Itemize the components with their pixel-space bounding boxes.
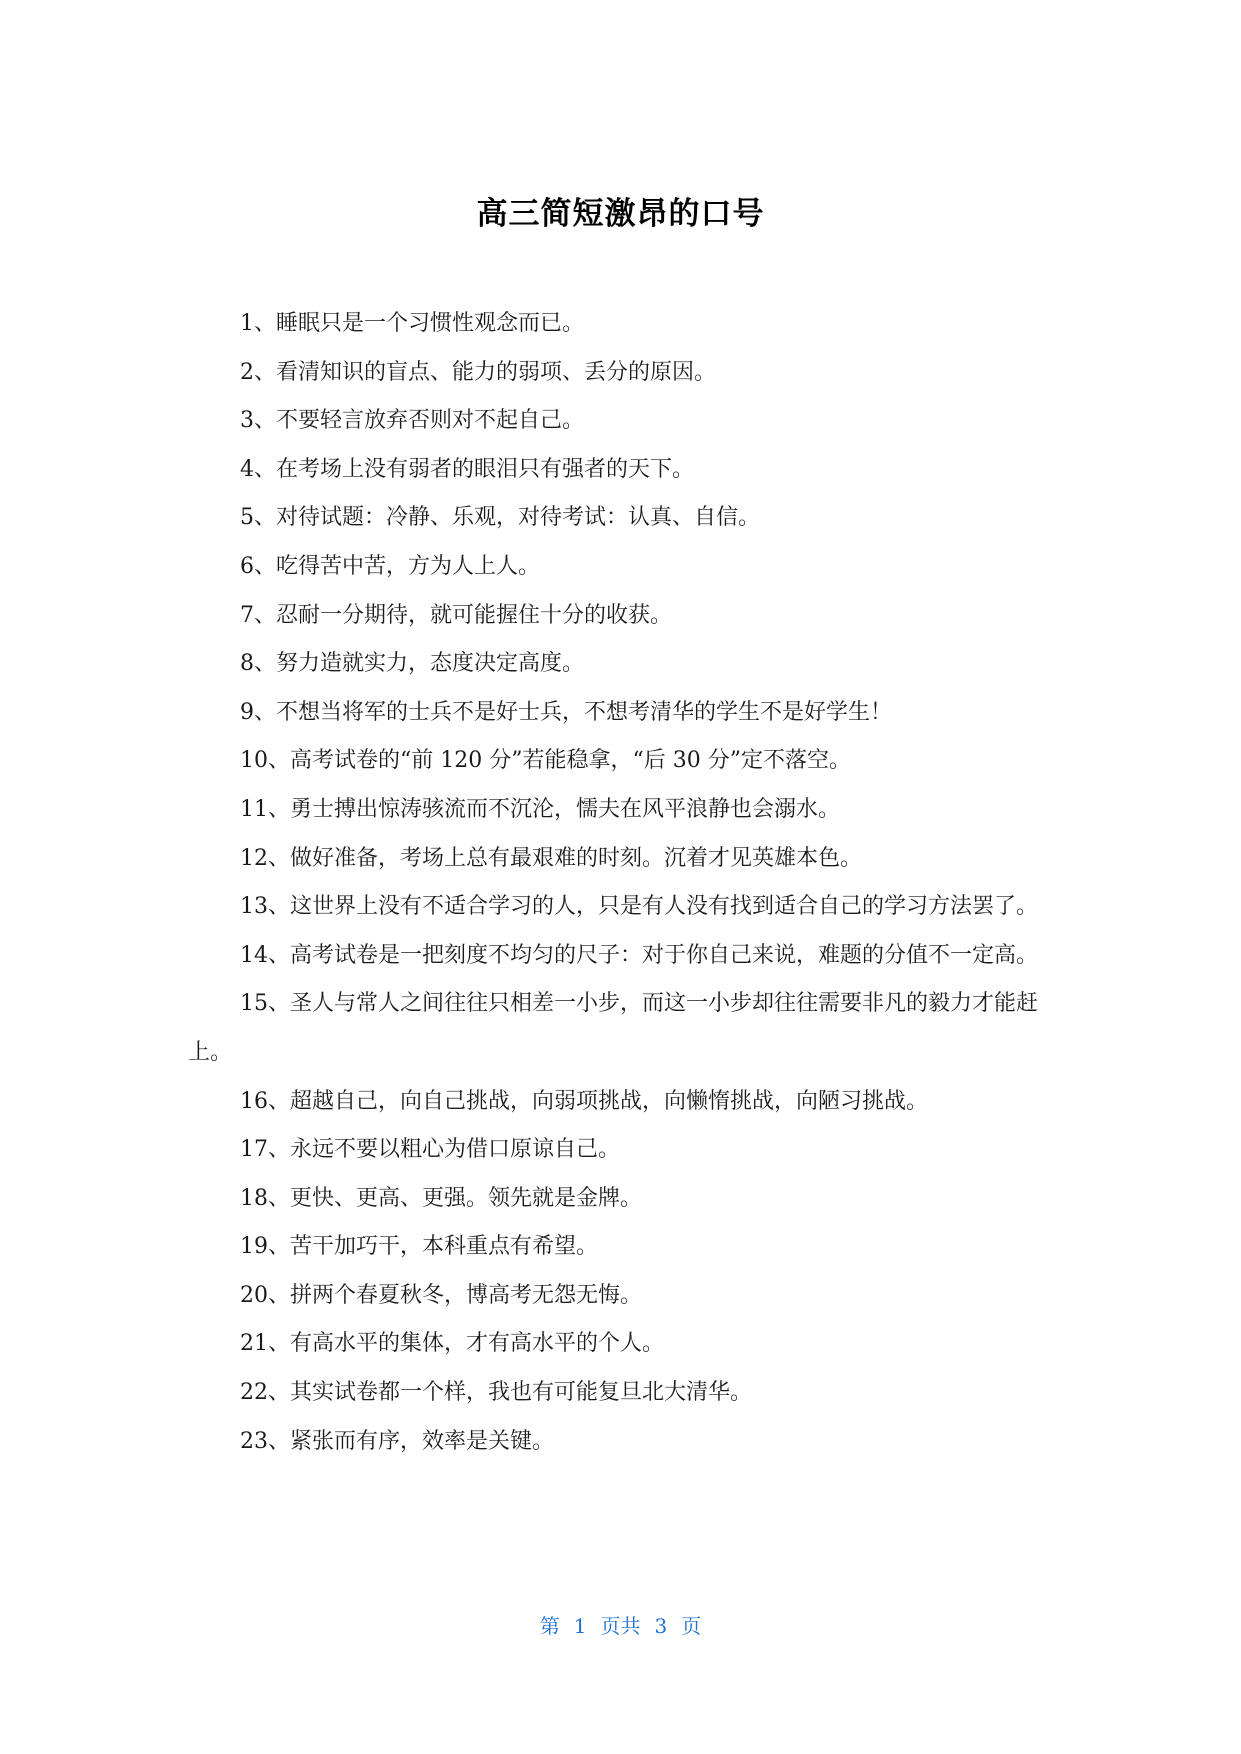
paragraph-15: 15、圣人与常人之间往往只相差一小步，而这一小步却往往需要非凡的毅力才能赶上。 (188, 991, 1038, 1065)
document-title: 高三简短激昂的口号 (476, 196, 765, 232)
footer-word-page: 第 (539, 1614, 560, 1638)
paragraph-18: 18、更快、更高、更强。领先就是金牌。 (240, 1185, 642, 1211)
footer-current-page: 1 (573, 1614, 587, 1638)
footer-word-page-of: 页共 (600, 1614, 641, 1638)
paragraph-7: 7、忍耐一分期待，就可能握住十分的收获。 (240, 602, 672, 628)
paragraph-6: 6、吃得苦中苦，方为人上人。 (240, 553, 540, 579)
page-footer (0, 1610, 1241, 1639)
paragraph-19: 19、苦干加巧干，本科重点有希望。 (240, 1234, 598, 1260)
paragraph-20: 20、拼两个春夏秋冬，博高考无怨无悔。 (240, 1282, 642, 1308)
paragraph-17: 17、永远不要以粗心为借口原谅自己。 (240, 1137, 620, 1163)
paragraph-12: 12、做好准备，考场上总有最艰难的时刻。沉着才见英雄本色。 (240, 845, 862, 871)
paragraph-1: 1、睡眠只是一个习惯性观念而已。 (240, 311, 584, 336)
paragraph-4: 4、在考场上没有弱者的眼泪只有强者的天下。 (240, 456, 694, 482)
paragraph-22: 22、其实试卷都一个样，我也有可能复旦北大清华。 (240, 1380, 752, 1406)
paragraph-13: 13、这世界上没有不适合学习的人，只是有人没有找到适合自己的学习方法罢了。 (240, 894, 1038, 920)
paragraph-16: 16、超越自己，向自己挑战，向弱项挑战，向懒惰挑战，向陋习挑战。 (240, 1088, 928, 1114)
paragraph-9: 9、不想当将军的士兵不是好士兵，不想考清华的学生不是好学生！ (240, 699, 892, 725)
paragraph-23: 23、紧张而有序，效率是关键。 (240, 1428, 554, 1454)
paragraph-21: 21、有高水平的集体，才有高水平的个人。 (240, 1331, 664, 1357)
document-body (188, 300, 1041, 1466)
footer-word-page-end: 页 (681, 1614, 702, 1638)
paragraph-11: 11、勇士搏出惊涛骇流而不沉沦，懦夫在风平浪静也会溺水。 (240, 796, 840, 822)
paragraph-3: 3、不要轻言放弃否则对不起自己。 (240, 408, 584, 434)
paragraph-10: 10、高考试卷的“前 120 分”若能稳拿，“后 30 分”定不落空。 (240, 748, 851, 774)
paragraph-8: 8、努力造就实力，态度决定高度。 (240, 651, 584, 677)
footer-total-pages: 3 (654, 1614, 668, 1638)
paragraph-5: 5、对待试题：冷静、乐观，对待考试：认真、自信。 (240, 505, 760, 531)
paragraph-14: 14、高考试卷是一把刻度不均匀的尺子：对于你自己来说，难题的分值不一定高。 (240, 942, 1038, 968)
paragraph-2: 2、看清知识的盲点、能力的弱项、丢分的原因。 (240, 359, 716, 385)
